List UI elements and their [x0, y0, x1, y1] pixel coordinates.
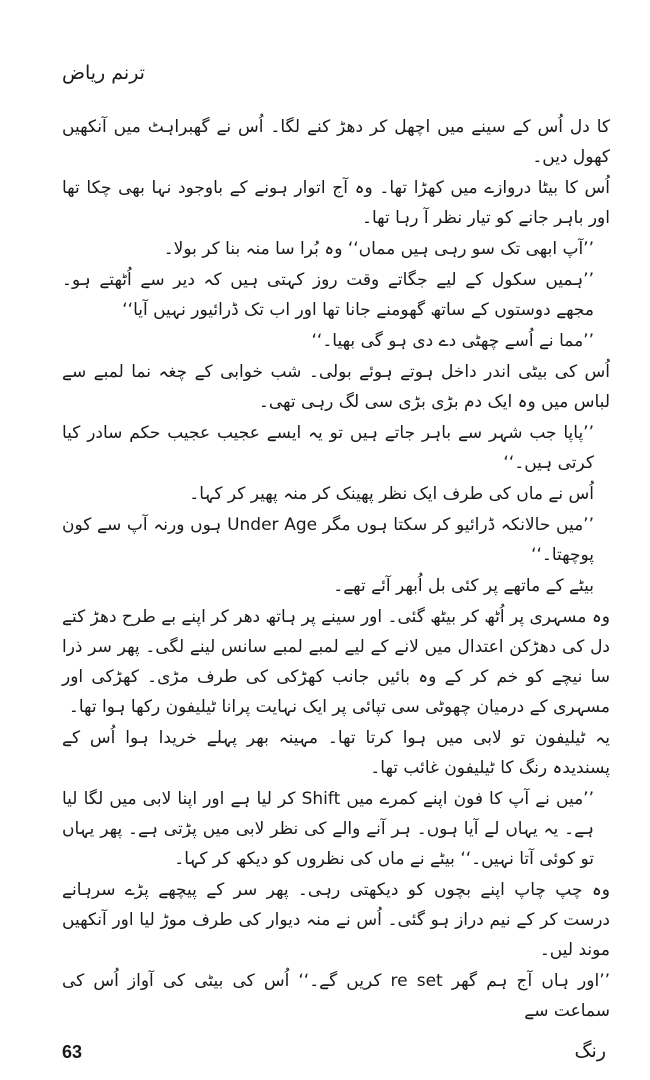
paragraph: ’’اور ہاں آج ہم گھر re set کریں گے۔‘‘ اُس کی بیٹی کی آواز اُس کی سماعت سے	[62, 971, 611, 1021]
paragraph: وہ چپ چاپ اپنے بچوں کو دیکھتی رہی۔ پھر سر کے پیچھے پڑے سرہانے درست کر کے نیم دراز ہو گئی۔ اُس نے منہ دیوار کی طرف موڑ لیا اور آنکھیں موند لیں۔	[62, 880, 610, 960]
paragraph: بیٹے کے ماتھے پر کئی بل اُبھر آئے تھے۔	[333, 576, 594, 596]
paragraph: ’’میں حالانکہ ڈرائیو کر سکتا ہوں مگر Under Age ہوں ورنہ آپ سے کون پوچھتا۔‘‘	[62, 515, 594, 565]
paragraph: اُس کی بیٹی اندر داخل ہوتے ہوئے بولی۔ شب خوابی کے چغہ نما لمبے سے لباس میں وہ ایک دم بڑی بڑی سی لگ رہی تھی۔	[62, 362, 610, 412]
paragraph: ’’ہمیں سکول کے لیے جگاتے وقت روز کہتی ہیں کہ دیر سے اُٹھتے ہو۔ مجھے دوستوں کے ساتھ گھومنے جانا تھا اور اب تک ڈرائیور نہیں آیا‘‘	[62, 270, 594, 320]
paragraph: یہ ٹیلیفون تو لابی میں ہوا کرتا تھا۔ مہینہ بھر پہلے خریدا ہوا اُس کے پسندیدہ رنگ کا ٹیلیفون غائب تھا۔	[62, 728, 610, 778]
author-name: ترنم ریاض	[62, 62, 145, 84]
paragraph: اُس کا بیٹا دروازے میں کھڑا تھا۔ وہ آج اتوار ہونے کے باوجود نہا بھی چکا تھا اور باہر جانے کو تیار نظر آ رہا تھا۔	[62, 178, 610, 228]
paragraph: وہ مسہری پر اُٹھ کر بیٹھ گئی۔ اور سینے پر ہاتھ دھر کر اپنے بے طرح دھڑ کتے دل کی دھڑکن اعتدال میں لانے کے لیے لمبے لمبے سانس لینے لگی۔ پھر سر ذرا سا نیچے کو خم کر کے وہ بائیں جانب کھڑکی کی طرف مڑی۔ کھڑکی اور مسہری کے درمیان چھوٹی سی تپائی پر ایک نہایت پرانا ٹیلیفون رکھا ہوا تھا۔	[62, 607, 610, 717]
paragraph: ’’پاپا جب شہر سے باہر جاتے ہیں تو یہ ایسے عجیب عجیب حکم سادر کیا کرتی ہیں۔‘‘	[62, 423, 594, 473]
paragraph: اُس نے ماں کی طرف ایک نظر پھینک کر منہ پھیر کر کہا۔	[189, 484, 594, 504]
paragraph: ’’آپ ابھی تک سو رہی ہیں مماں‘‘ وہ بُرا سا منہ بنا کر بولا۔	[163, 239, 594, 259]
book-title: رنگ	[574, 1040, 606, 1062]
paragraph: کا دل اُس کے سینے میں اچھل کر دھڑ کنے لگا۔ اُس نے گھبراہٹ میں آنکھیں کھول دیں۔	[62, 117, 610, 167]
paragraph: ’’مما نے اُسے چھٹی دے دی ہو گی بھیا۔‘‘	[311, 331, 594, 351]
story-text	[62, 112, 610, 1027]
page-number: 63	[62, 1042, 83, 1062]
paragraph: ’’میں نے آپ کا فون اپنے کمرے میں Shift کر لیا ہے اور اپنا لابی میں لگا لیا ہے۔ یہ یہاں لے آیا ہوں۔ ہر آنے والے کی نظر لابی میں پڑتی ہے۔ پھر یہاں تو کوئی آتا نہیں۔‘‘ بیٹے نے ماں کی نظروں کو دیکھ کر کہا۔	[62, 789, 594, 869]
